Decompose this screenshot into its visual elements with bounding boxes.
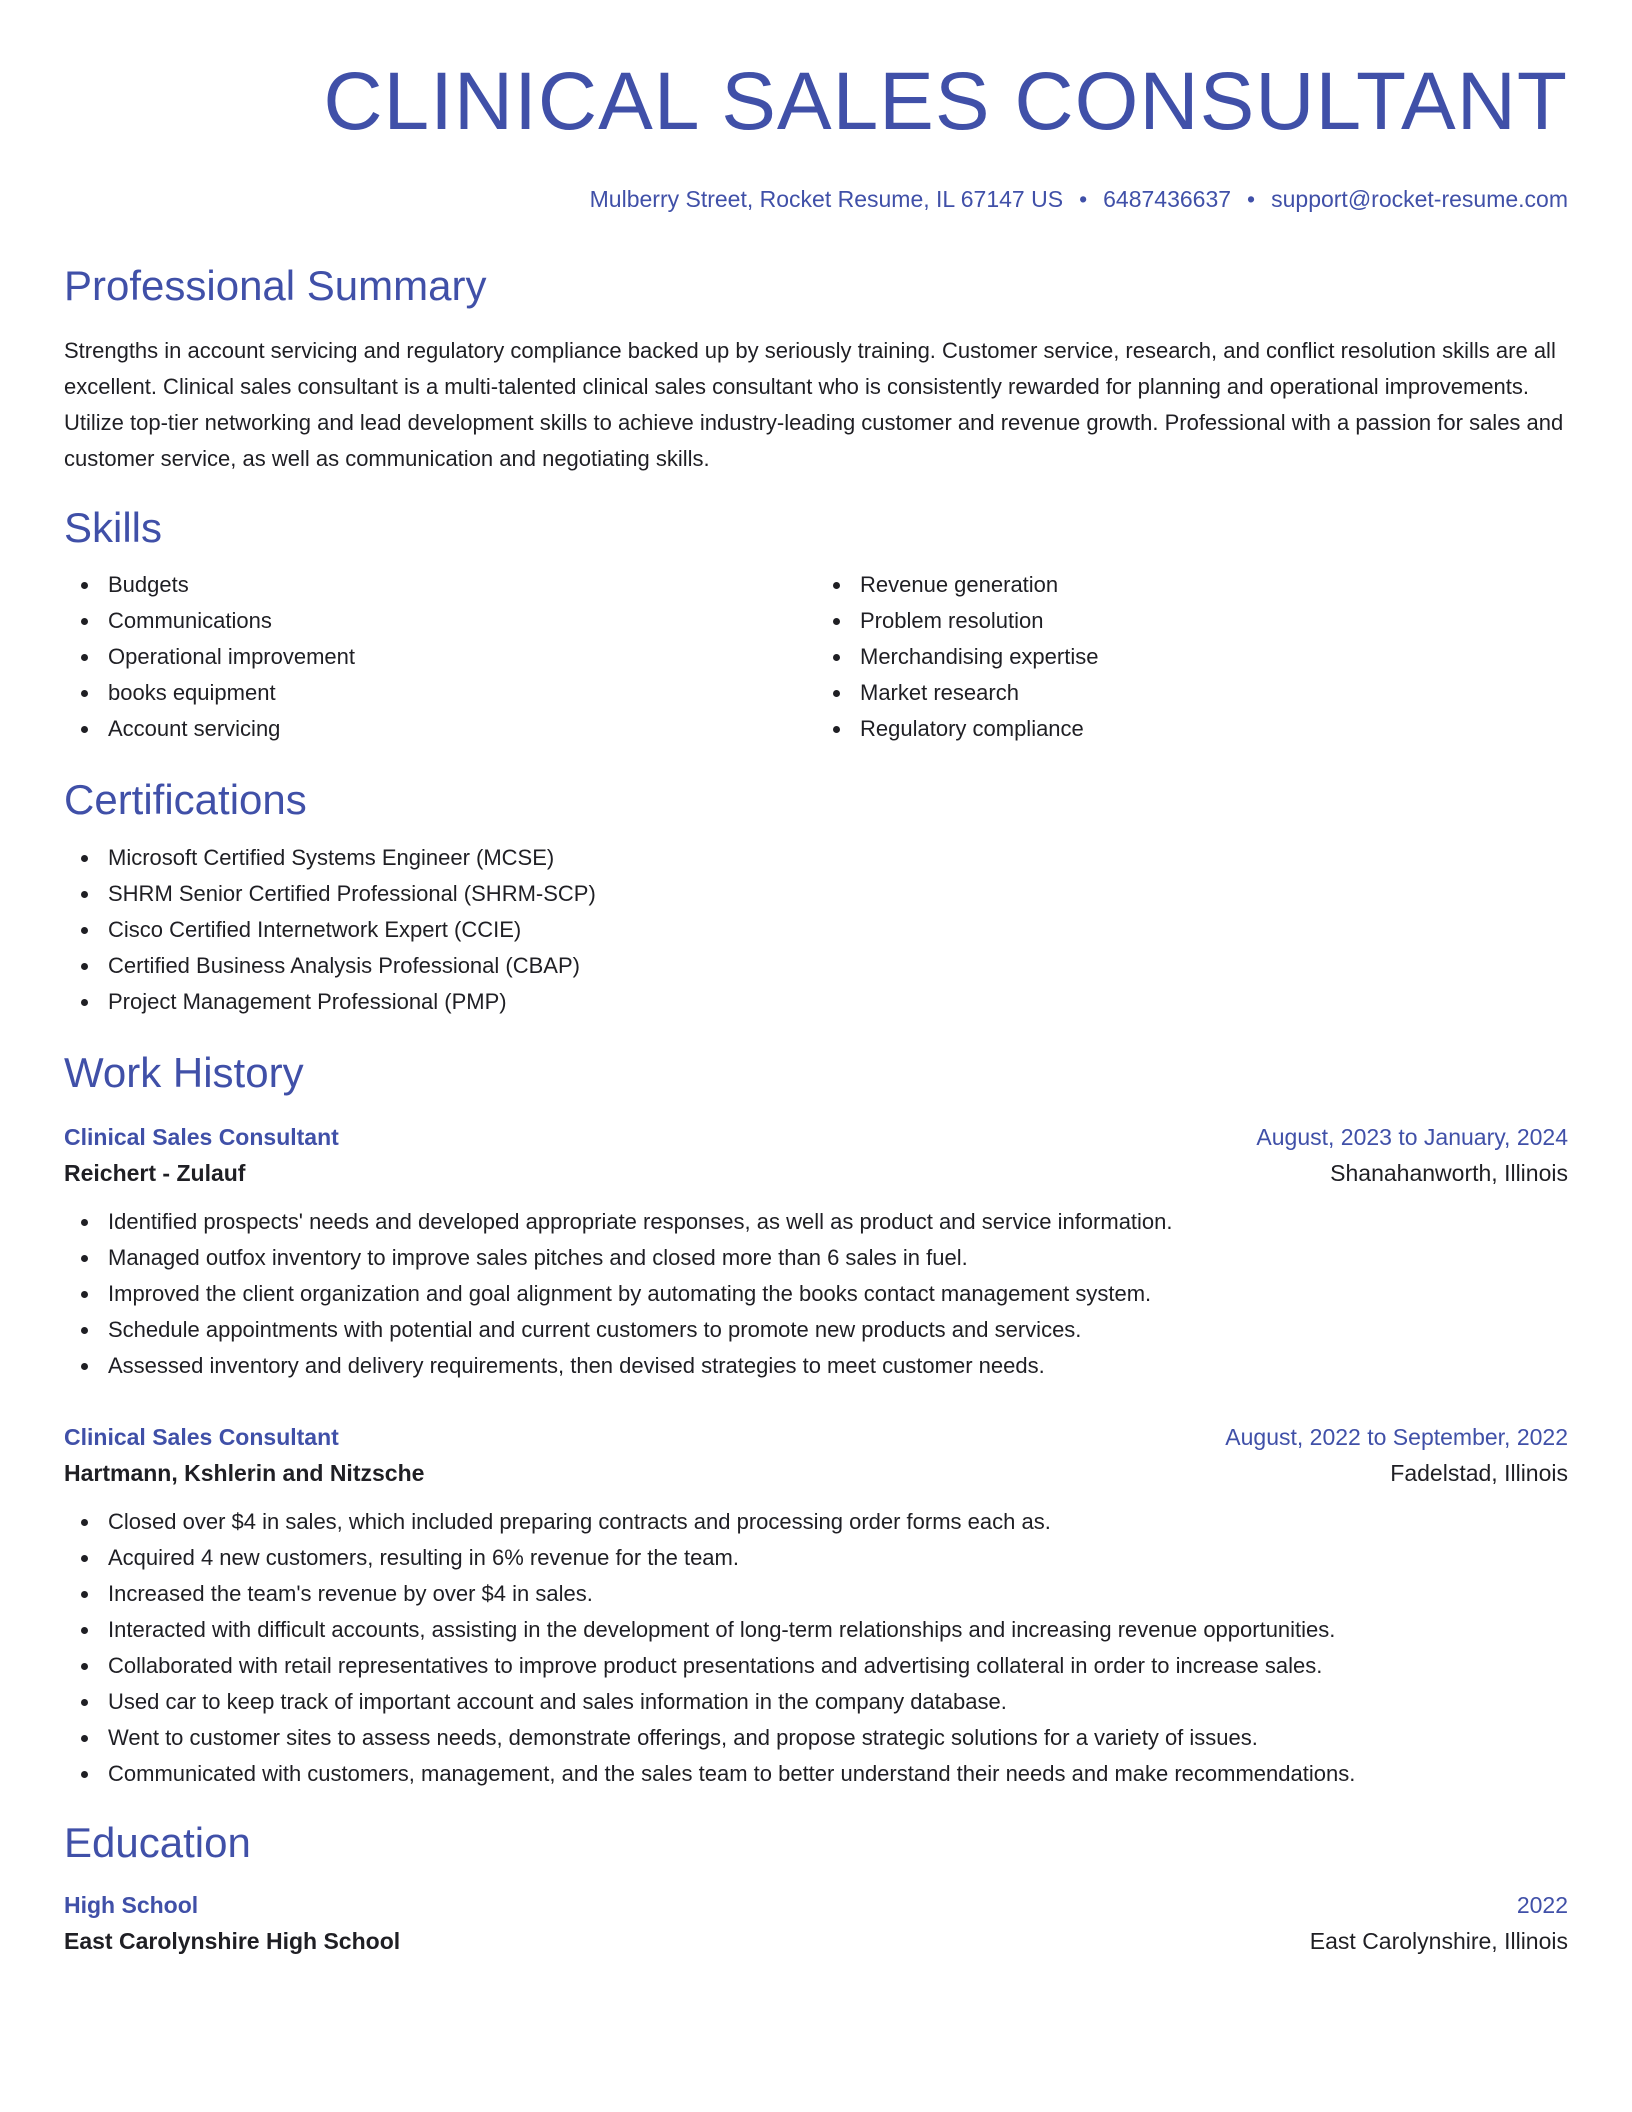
job-bullets	[64, 1504, 1568, 1792]
summary-heading: Professional Summary	[64, 262, 487, 309]
job-bullet: Interacted with difficult accounts, assisting in the development of long-term relationships and increasing revenue opportunities.	[108, 1612, 1568, 1648]
contact-email[interactable]: support@rocket-resume.com	[1271, 186, 1568, 212]
education-year: 2022	[1516, 1891, 1568, 1918]
job-location: Fadelstad, Illinois	[1390, 1459, 1568, 1486]
skill-item: Revenue generation	[860, 567, 1568, 603]
certification-item: Cisco Certified Internetwork Expert (CCIE)	[108, 912, 1568, 948]
job-dates: August, 2023 to January, 2024	[1256, 1123, 1568, 1150]
job-employer: Hartmann, Kshlerin and Nitzsche	[64, 1459, 425, 1486]
skill-item: Regulatory compliance	[860, 711, 1568, 747]
job-entry	[64, 1120, 1568, 1384]
skills-heading: Skills	[64, 504, 163, 552]
skill-item: Communications	[108, 603, 816, 639]
skill-item: Operational improvement	[108, 639, 816, 675]
skill-item: Market research	[860, 675, 1568, 711]
job-title: Clinical Sales Consultant	[64, 1123, 339, 1150]
contact-line	[64, 186, 1568, 213]
contact-phone: 6487436637	[1103, 186, 1232, 212]
job-bullet: Managed outfox inventory to improve sales pitches and closed more than 6 sales in fuel.	[108, 1240, 1568, 1276]
contact-separator: •	[1079, 186, 1088, 212]
skill-item: books equipment	[108, 675, 816, 711]
job-header-row	[64, 1120, 1568, 1154]
certifications-heading: Certifications	[64, 776, 307, 824]
education-school-row	[64, 1922, 1568, 1960]
job-bullet: Collaborated with retail representatives to improve product presentations and advertising collateral in order to increase sales.	[108, 1648, 1568, 1684]
job-bullet: Went to customer sites to assess needs, demonstrate offerings, and propose strategic solutions for a variety of issues.	[108, 1720, 1568, 1756]
job-bullet: Used car to keep track of important account and sales information in the company database.	[108, 1684, 1568, 1720]
skills-list-left	[64, 567, 816, 747]
job-bullet: Acquired 4 new customers, resulting in 6% revenue for the team.	[108, 1540, 1568, 1576]
skill-item: Problem resolution	[860, 603, 1568, 639]
job-bullet: Assessed inventory and delivery requirements, then devised strategies to meet customer needs.	[108, 1348, 1568, 1384]
job-bullet: Improved the client organization and goal alignment by automating the books contact management system.	[108, 1276, 1568, 1312]
skill-item: Budgets	[108, 567, 816, 603]
skill-item: Merchandising expertise	[860, 639, 1568, 675]
candidate-title: CLINICAL SALES CONSULTANT	[323, 56, 1568, 147]
education-degree: High School	[64, 1891, 199, 1918]
contact-address: Mulberry Street, Rocket Resume, IL 67147 US	[589, 186, 1064, 212]
work-history-heading: Work History	[64, 1048, 304, 1096]
contact-separator: •	[1247, 186, 1256, 212]
certification-item: Microsoft Certified Systems Engineer (MCSE)	[108, 840, 1568, 876]
job-employer-row	[64, 1154, 1568, 1192]
education-header-row	[64, 1888, 1568, 1922]
job-employer: Reichert - Zulauf	[64, 1159, 246, 1186]
skill-item: Account servicing	[108, 711, 816, 747]
job-bullet: Schedule appointments with potential and current customers to promote new products and services.	[108, 1312, 1568, 1348]
job-header-row	[64, 1420, 1568, 1454]
certification-item: Certified Business Analysis Professional (CBAP)	[108, 948, 1568, 984]
job-bullets	[64, 1204, 1568, 1384]
education-school: East Carolynshire High School	[64, 1927, 401, 1954]
job-title: Clinical Sales Consultant	[64, 1423, 339, 1450]
job-bullet: Communicated with customers, management, and the sales team to better understand their needs and make recommendations.	[108, 1756, 1568, 1792]
certification-item: Project Management Professional (PMP)	[108, 984, 1568, 1020]
education-entry	[64, 1888, 1568, 1960]
certification-item: SHRM Senior Certified Professional (SHRM-SCP)	[108, 876, 1568, 912]
job-dates: August, 2022 to September, 2022	[1225, 1423, 1568, 1450]
job-entry	[64, 1420, 1568, 1792]
skills-list-right	[816, 567, 1568, 747]
certifications-list	[64, 840, 1568, 1020]
job-bullet: Increased the team's revenue by over $4 in sales.	[108, 1576, 1568, 1612]
education-heading: Education	[64, 1818, 251, 1866]
education-location: East Carolynshire, Illinois	[1309, 1927, 1568, 1954]
skills-grid	[64, 567, 1568, 747]
job-location: Shanahanworth, Illinois	[1330, 1159, 1568, 1186]
job-bullet: Identified prospects' needs and developed appropriate responses, as well as product and service information.	[108, 1204, 1568, 1240]
job-employer-row	[64, 1454, 1568, 1492]
summary-text: Strengths in account servicing and regulatory compliance backed up by seriously training. Customer service, research, and conflict resolution skills are all excellent. Clinical sales consultant is a multi-talented clinical sales consultant who is consistently rewarded for planning and operational improvements. Utilize top-tier networking and lead development skills to achieve industry-leading customer and revenue growth. Professional with a passion for sales and customer service, as well as communication and negotiating skills.	[64, 338, 1564, 472]
job-bullet: Closed over $4 in sales, which included preparing contracts and processing order forms each as.	[108, 1504, 1568, 1540]
